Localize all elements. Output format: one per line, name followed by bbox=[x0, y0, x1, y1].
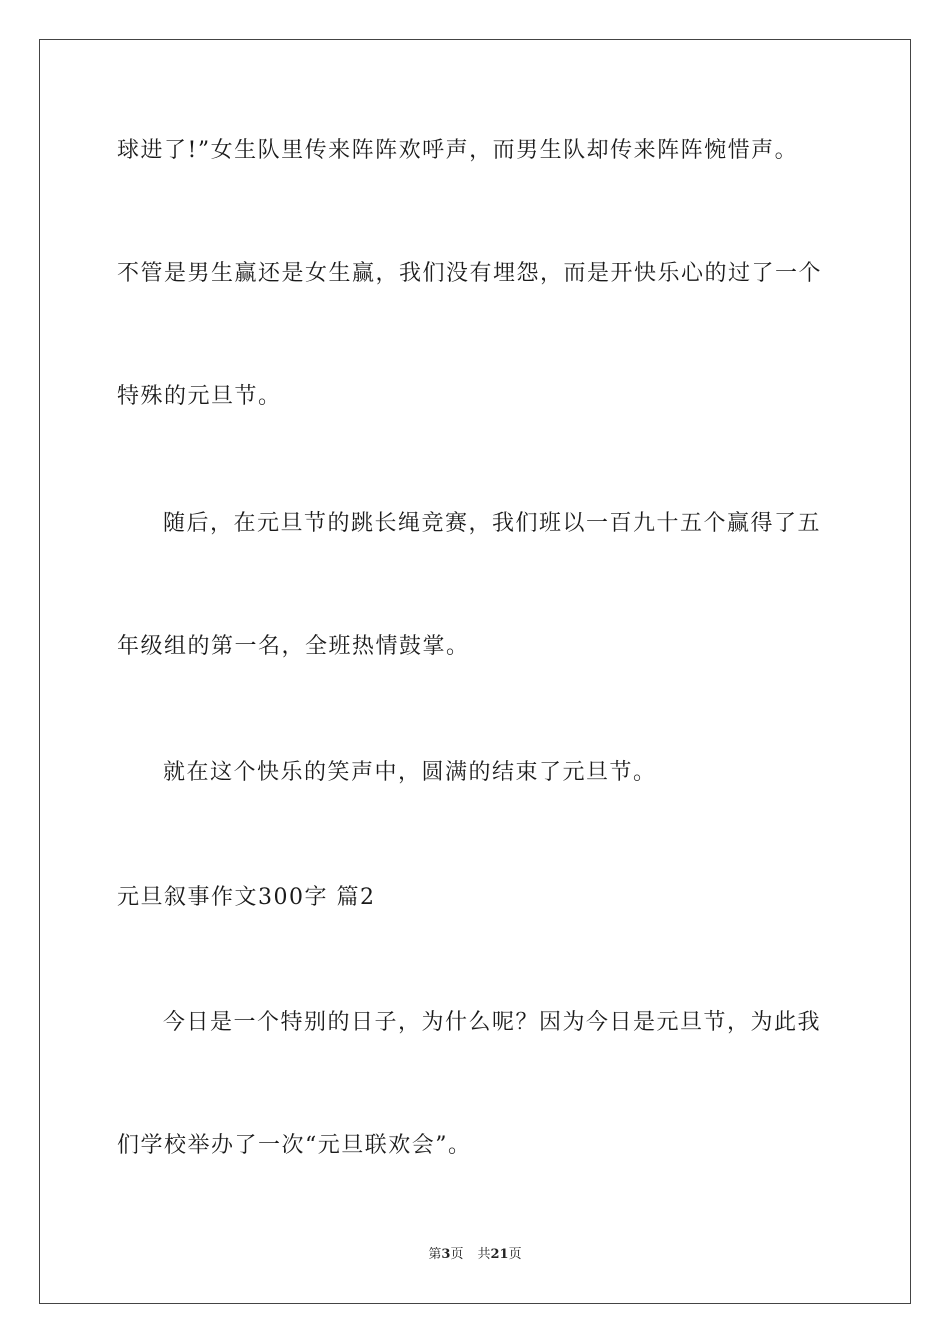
body-line-5: 年级组的第一名，全班热情鼓掌。 bbox=[117, 634, 470, 659]
body-line-3: 特殊的元旦节。 bbox=[117, 384, 282, 409]
body-line-1: 球进了!”女生队里传来阵阵欢呼声，而男生队却传来阵阵惋惜声。 bbox=[117, 138, 799, 163]
footer-page-number: 3 bbox=[441, 1247, 451, 1262]
footer-page-suffix: 页 bbox=[450, 1247, 464, 1262]
footer-total-suffix: 页 bbox=[508, 1247, 522, 1262]
footer-total-pages: 21 bbox=[490, 1247, 509, 1262]
body-line-4: 随后，在元旦节的跳长绳竞赛，我们班以一百九十五个赢得了五 bbox=[163, 511, 822, 536]
footer-page-prefix: 第 bbox=[428, 1247, 442, 1262]
page-frame bbox=[39, 39, 911, 1304]
footer-total-prefix: 共 bbox=[477, 1247, 491, 1262]
page-footer bbox=[0, 1246, 950, 1264]
body-line-2: 不管是男生赢还是女生赢，我们没有埋怨，而是开快乐心的过了一个 bbox=[117, 261, 823, 286]
body-line-6: 就在这个快乐的笑声中，圆满的结束了元旦节。 bbox=[163, 760, 657, 785]
body-line-8: 们学校举办了一次“元旦联欢会”。 bbox=[117, 1133, 472, 1158]
section-heading: 元旦叙事作文300字 篇2 bbox=[117, 885, 376, 910]
body-line-7: 今日是一个特别的日子，为什么呢？因为今日是元旦节，为此我 bbox=[163, 1010, 822, 1035]
